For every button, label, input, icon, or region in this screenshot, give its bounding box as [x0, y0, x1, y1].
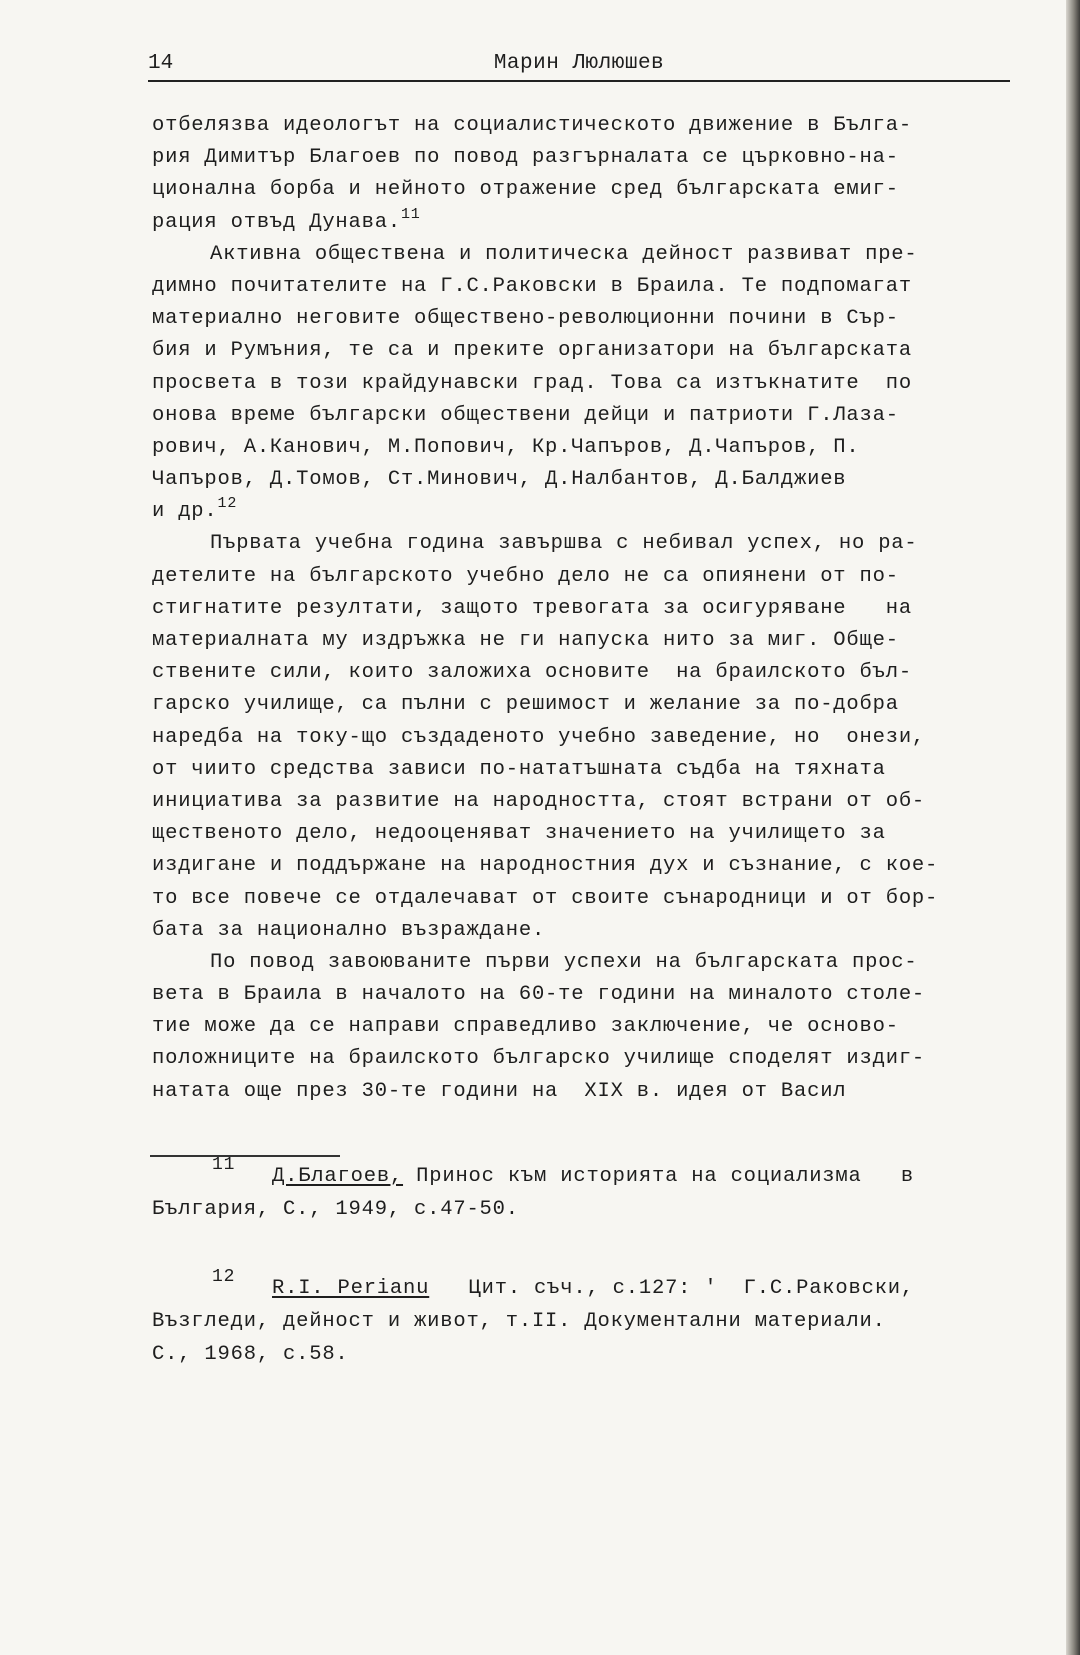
text-fragment: рация отвъд Дунава.: [152, 210, 401, 234]
text-line: гарско училище, са пълни с решимост и желание за по-добра: [152, 693, 899, 717]
footnote-ref-11: 11: [400, 205, 421, 223]
footnote-separator: [150, 1155, 340, 1157]
footnote-line: С., 1968, с.58.: [152, 1343, 349, 1366]
text-line: Първата учебна година завършва с небивал успех, но ра-: [210, 532, 918, 556]
text-fragment: и др.: [152, 500, 218, 524]
text-line: тие може да се направи справедливо заключение, че осново-: [152, 1015, 899, 1039]
footnote-line: 12 R.I. Perianu Цит. съч., с.127: ' Г.С.Раковски,: [212, 1267, 915, 1300]
text-line: рия Димитър Благоев по повод разгърналата се църковно-на-: [152, 146, 899, 170]
page-edge-shadow: [1066, 0, 1080, 1655]
text-line: [152, 207, 1012, 239]
text-line: наредба на току-що създаденото учебно заведение, но онези,: [152, 725, 926, 749]
text-line: стигнатите резултати, защото тревогата за осигуряване на: [152, 596, 912, 620]
footnote-line: Възгледи, дейност и живот, т.II. Документални материали.: [152, 1310, 886, 1333]
footnote-11: [152, 1155, 1012, 1226]
text-line: детелите на българското учебно дело не са опиянени от по-: [152, 564, 899, 588]
text-line: материалната му издръжка не ги напуска нито за миг. Обще-: [152, 629, 899, 652]
running-head-author: Марин Люлюшев: [493, 52, 665, 75]
text-line: онова време български обществени дейци и патриоти Г.Лаза-: [152, 403, 899, 427]
footnote-line: 11 Д.Благоев, Принос към историята на социализма в: [212, 1155, 915, 1188]
footnote-text: Цит. съч., с.127: ' Г.С.Раковски,: [429, 1277, 915, 1300]
text-line: просвета в този крайдунавски град. Това са изтъкнатите по: [152, 371, 912, 395]
text-line: от чиито средства зависи по-нататъшната съдба на тяхната: [152, 757, 886, 781]
text-line: По повод завоюваните първи успехи на българската прос-: [210, 950, 918, 974]
footnote-author: R.I. Perianu: [272, 1277, 430, 1300]
text-line: инициатива за развитие на народността, стоят встрани от об-: [152, 789, 926, 813]
text-line: то все повече се отдалечават от своите сънародници и от бор-: [152, 886, 939, 910]
footnote-ref-12: 12: [217, 495, 238, 513]
page-header: [148, 50, 1010, 82]
text-line: бата за национално възраждане.: [152, 918, 546, 942]
text-line: Активна обществена и политическа дейност развиват пре-: [210, 242, 918, 266]
page-number: 14: [148, 52, 174, 75]
main-text: [152, 110, 1012, 1108]
text-line: издигане и поддържане на народностния дух и съзнание, с кое-: [152, 854, 939, 878]
text-line: материално неговите обществено-революционни почини в Сър-: [152, 307, 899, 331]
text-line: бия и Румъния, те са и преките организатори на българската: [152, 339, 912, 363]
footnote-12: [152, 1267, 1012, 1371]
text-line: рович, А.Канович, М.Попович, Кр.Чапъров, Д.Чапъров, П.: [152, 435, 860, 459]
footnote-author: Д.Благоев,: [272, 1165, 404, 1188]
text-line: [152, 496, 1012, 528]
text-line: щественото дело, недооценяват значението на училището за: [152, 822, 886, 846]
text-line: ствените сили, които заложиха основите на браилското бъл-: [152, 661, 912, 685]
footnote-line: България, С., 1949, с.47-50.: [152, 1198, 519, 1221]
text-line: димно почитателите на Г.С.Раковски в Браила. Те подпомагат: [152, 274, 912, 298]
text-line: отбелязва идеологът на социалистическото движение в Бълга-: [152, 114, 912, 137]
footnote-text: Принос към историята на социализма в: [403, 1165, 915, 1188]
text-line: вета в Браила в началото на 60-те години на миналото столе-: [152, 983, 926, 1007]
text-line: Чапъров, Д.Томов, Ст.Минович, Д.Налбантов, Д.Балджиев: [152, 468, 847, 492]
text-line: натата още през 30-те години на XIX в. идея от Васил: [152, 1079, 847, 1103]
text-line: положниците на браилското българско училище споделят издиг-: [152, 1047, 926, 1071]
text-line: ционална борба и нейното отражение сред българската емиг-: [152, 178, 899, 202]
